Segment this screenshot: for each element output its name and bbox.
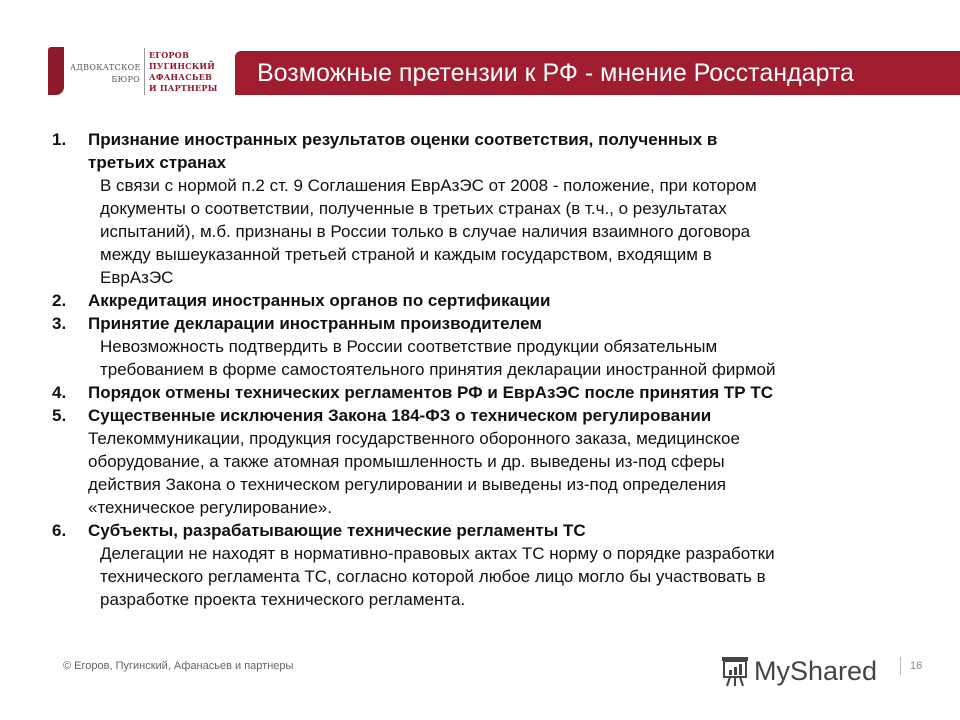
item-heading: Аккредитация иностранных органов по сертификации [88,291,551,310]
logo-line: АДВОКАТСКОЕ [70,63,141,72]
item-text: оборудование, а также атомная промышленность и др. выведены из-под сферы [88,452,725,471]
page-number: 16 [910,660,923,672]
logo-text-right [149,50,218,94]
presentation-icon [720,654,750,688]
logo-mark [48,47,64,95]
item-heading: Признание иностранных результатов оценки соответствия, полученных в [88,130,718,149]
title-bar [235,51,960,95]
item-text: «техническое регулирование». [88,498,332,517]
slide-title: Возможные претензии к РФ - мнение Росстандарта [257,59,854,87]
item-heading: третьих странах [88,153,227,172]
logo-line: ПУГИНСКИЙ [149,61,216,71]
item-text: Телекоммуникации, продукция государственного оборонного заказа, медицинское [88,429,740,448]
watermark [720,654,877,688]
item-heading: Существенные исключения Закона 184-ФЗ о техническом регулировании [88,406,712,425]
logo-line: ЕГОРОВ [149,50,190,60]
item-number: 6. [52,521,67,540]
item-text: ЕврАзЭС [100,268,174,287]
item-text: между вышеуказанной третьей страной и каждым государством, входящим в [100,245,712,264]
item-text: технического регламента ТС, согласно которой любое лицо могло бы участвовать в [100,567,766,586]
item-text: В связи с нормой п.2 ст. 9 Соглашения ЕврАзЭС от 2008 - положение, при котором [100,176,757,195]
item-text: разработке проекта технического регламента. [100,590,466,609]
item-text: Делегации не находят в нормативно-правовых актах ТС норму о порядке разработки [100,544,775,563]
item-heading: Субъекты, разрабатывающие технические регламенты ТС [88,521,586,540]
logo-text-left [70,62,140,86]
logo-line: БЮРО [111,75,140,84]
item-text: документы о соответствии, полученные в третьих странах (в т.ч., о результатах [100,199,727,218]
item-text: действия Закона о техническом регулировании и выведены из-под определения [88,475,726,494]
watermark-text: MyShared [754,655,878,686]
logo-divider [144,48,145,95]
item-number: 3. [52,314,67,333]
item-text: требованием в форме самостоятельного принятия декларации иностранной фирмой [100,360,776,379]
item-text: испытаний), м.б. признаны в России только в случае наличия взаимного договора [100,222,751,241]
item-number: 2. [52,291,67,310]
logo-line: И ПАРТНЕРЫ [149,83,218,93]
item-number: 5. [52,406,67,425]
footer-copyright: © Егоров, Пугинский, Афанасьев и партнеры [63,660,294,672]
logo-line: АФАНАСЬЕВ [149,72,213,82]
item-text: Невозможность подтвердить в России соответствие продукции обязательным [100,337,718,356]
item-number: 1. [52,130,67,149]
footer-divider [900,657,901,675]
item-heading: Порядок отмены технических регламентов РФ и ЕврАзЭС после принятия ТР ТС [88,383,774,402]
item-number: 4. [52,383,67,402]
item-heading: Принятие декларации иностранным производителем [88,314,542,333]
